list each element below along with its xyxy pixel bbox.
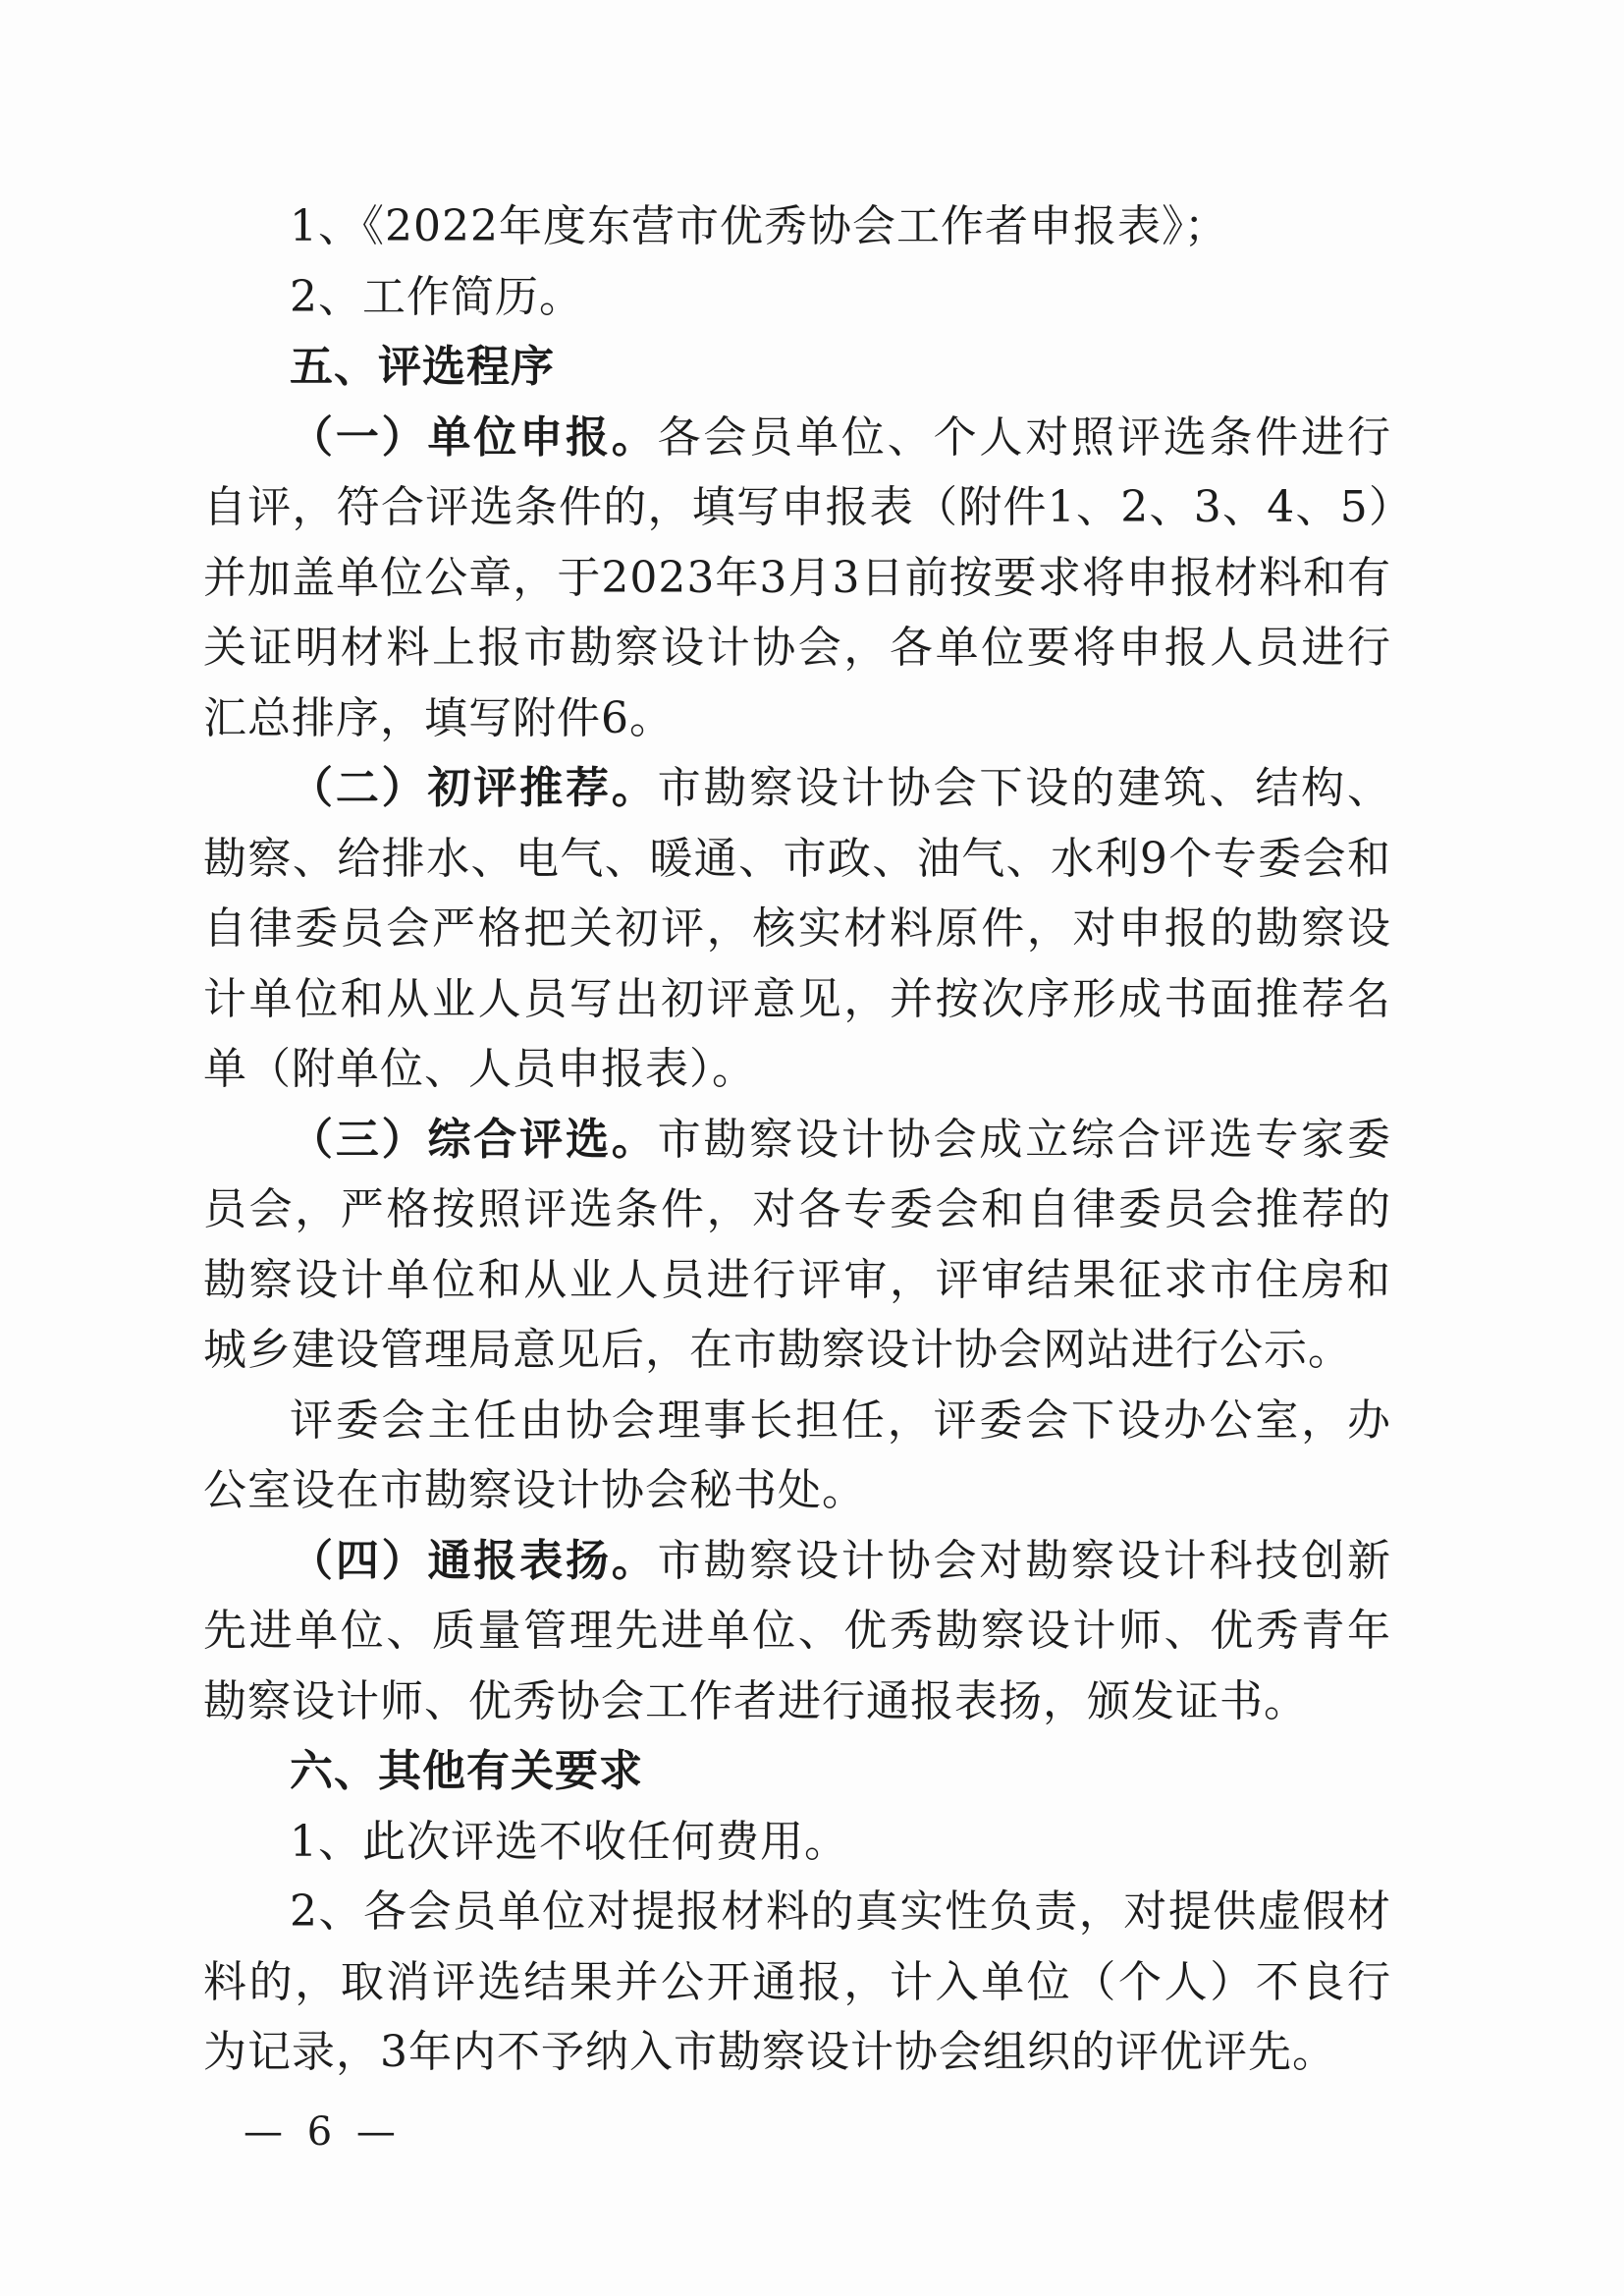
procedure-unit-declaration <box>203 403 1391 754</box>
section-heading-other-requirements: 六、其他有关要求 <box>290 1746 643 1796</box>
paragraph-text: 市勘察设计协会对勘察设计科技创新先进单位、质量管理先进单位、优秀勘察设计师、优秀青年勘察设计师、优秀协会工作者进行通报表扬，颁发证书。 <box>203 1535 1391 1726</box>
committee-note: 评委会主任由协会理事长担任，评委会下设办公室，办公室设在市勘察设计协会秘书处。 <box>203 1394 1391 1515</box>
paragraph-lead: （二）初评推荐。 <box>290 763 658 813</box>
paragraph-lead: （三）综合评选。 <box>290 1114 658 1165</box>
procedure-comprehensive-selection <box>203 1105 1391 1386</box>
attachment-item-1: 1、《2022年度东营市优秀协会工作者申报表》； <box>290 201 1228 251</box>
document-body <box>203 191 1391 2088</box>
procedure-initial-recommendation <box>203 753 1391 1105</box>
paragraph-text: 各会员单位、个人对照评选条件进行自评，符合评选条件的，填写申报表（附件1、2、3、4、5）并加盖单位公章，于2023年3月3日前按要求将申报材料和有关证明材料上报市勘察设计协会，各单位要将申报人员进行汇总排序，填写附件6。 <box>203 411 1391 743</box>
paragraph-text: 市勘察设计协会成立综合评选专家委员会，严格按照评选条件，对各专委会和自律委员会推荐的勘察设计单位和从业人员进行评审，评审结果征求市住房和城乡建设管理局意见后，在市勘察设计协会网站进行公示。 <box>203 1114 1391 1375</box>
paragraph-lead: （四）通报表扬。 <box>290 1535 658 1586</box>
page-number: — 6 — <box>244 2109 402 2155</box>
requirement-item-1: 1、此次评选不收任何费用。 <box>290 1816 848 1867</box>
paragraph-lead: （一）单位申报。 <box>290 411 658 463</box>
paragraph-text: 市勘察设计协会下设的建筑、结构、勘察、给排水、电气、暖通、市政、油气、水利9个专委会和自律委员会严格把关初评，核实材料原件，对申报的勘察设计单位和从业人员写出初评意见，并按次序形成书面推荐名单（附单位、人员申报表）。 <box>203 763 1391 1094</box>
requirement-item-2: 2、各会员单位对提报材料的真实性负责，对提供虚假材料的，取消评选结果并公开通报，计入单位（个人）不良行为记录，3年内不予纳入市勘察设计协会组织的评优评先。 <box>203 1886 1391 2077</box>
procedure-commendation <box>203 1526 1391 1737</box>
attachment-item-2: 2、工作简历。 <box>290 271 583 322</box>
section-heading-selection-procedure: 五、评选程序 <box>290 342 555 392</box>
